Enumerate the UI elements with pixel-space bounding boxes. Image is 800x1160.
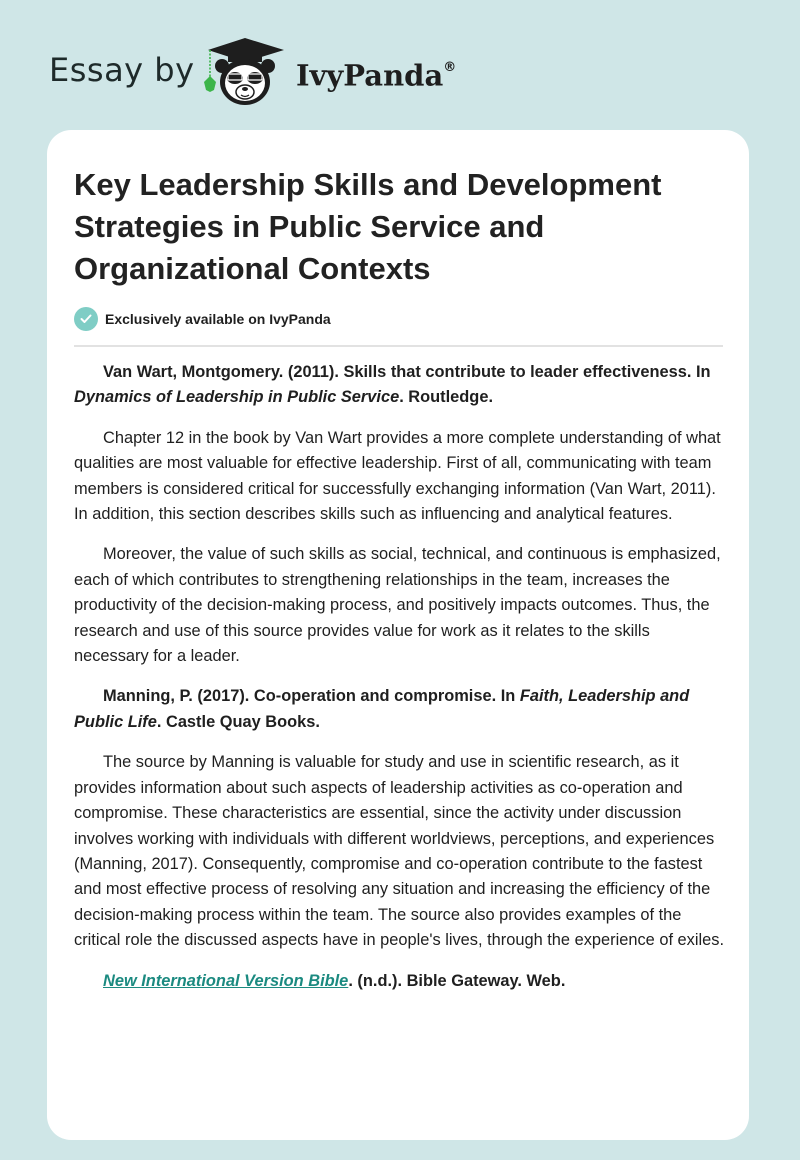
paragraph: Chapter 12 in the book by Van Wart provides a more complete understanding of what qualities are most valuable for effective leadership. First of all, communicating with team members is considered critical for successfully exchanging information (Van Wart, 2011). In addition, this section describes skills such as influencing and analytical features. bbox=[74, 428, 721, 524]
exclusive-badge bbox=[74, 306, 331, 332]
reference-manning bbox=[74, 684, 724, 735]
page-title: Key Leadership Skills and Development Strategies in Public Service and Organizational Contexts bbox=[74, 167, 662, 286]
brand-text: IvyPanda bbox=[296, 58, 444, 93]
site-header bbox=[0, 0, 800, 120]
reference-text: Manning, P. (2017). Co-operation and compromise. In bbox=[103, 687, 520, 706]
reference-publisher: . Routledge. bbox=[399, 388, 493, 407]
essay-card bbox=[47, 130, 749, 1140]
reference-text: Van Wart, Montgomery. (2011). Skills that contribute to leader effectiveness. In bbox=[103, 363, 711, 381]
essay-by-label: Essay by bbox=[49, 51, 195, 89]
reference-publisher: . (n.d.). Bible Gateway. Web. bbox=[348, 971, 566, 990]
exclusive-label: Exclusively available on IvyPanda bbox=[105, 311, 331, 327]
check-circle-icon bbox=[74, 307, 98, 331]
reference-book-title: Dynamics of Leadership in Public Service bbox=[74, 388, 400, 407]
essay-body bbox=[74, 360, 724, 1009]
reference-book-title: Faith, Leadership and Public Life bbox=[74, 687, 690, 731]
reference-van-wart bbox=[74, 360, 724, 411]
reference-bible bbox=[74, 969, 724, 994]
brand-name[interactable] bbox=[296, 52, 456, 96]
bible-link[interactable]: New International Version Bible bbox=[103, 971, 349, 990]
divider bbox=[74, 345, 723, 347]
paragraph: The source by Manning is valuable for study and use in scientific research, as it provides information about such aspects of leadership activities as co-operation and compromise. These characteristics are essential, since the activity under discussion involves working with individuals with different worldviews, perceptions, and experiences (Manning, 2017). Consequently, compromise and co-operation contribute to the fastest and most effective process of resolving any situation and increasing the efficiency of the decision-making process within the team. The source also provides examples of the critical role the discussed aspects have in people's lives, through the experience of exiles. bbox=[74, 753, 725, 950]
paragraph: Moreover, the value of such skills as social, technical, and continuous is emphasized, each of which contributes to strengthening relationships in the team, increases the productivity of the decision-making process, and positively impacts outcomes. Thus, the research and use of this source provides value for work as it relates to the skills necessary for a leader. bbox=[74, 545, 721, 666]
registered-mark: ® bbox=[443, 60, 457, 75]
reference-publisher: . Castle Quay Books. bbox=[156, 712, 320, 731]
panda-graduate-icon[interactable] bbox=[200, 36, 290, 108]
